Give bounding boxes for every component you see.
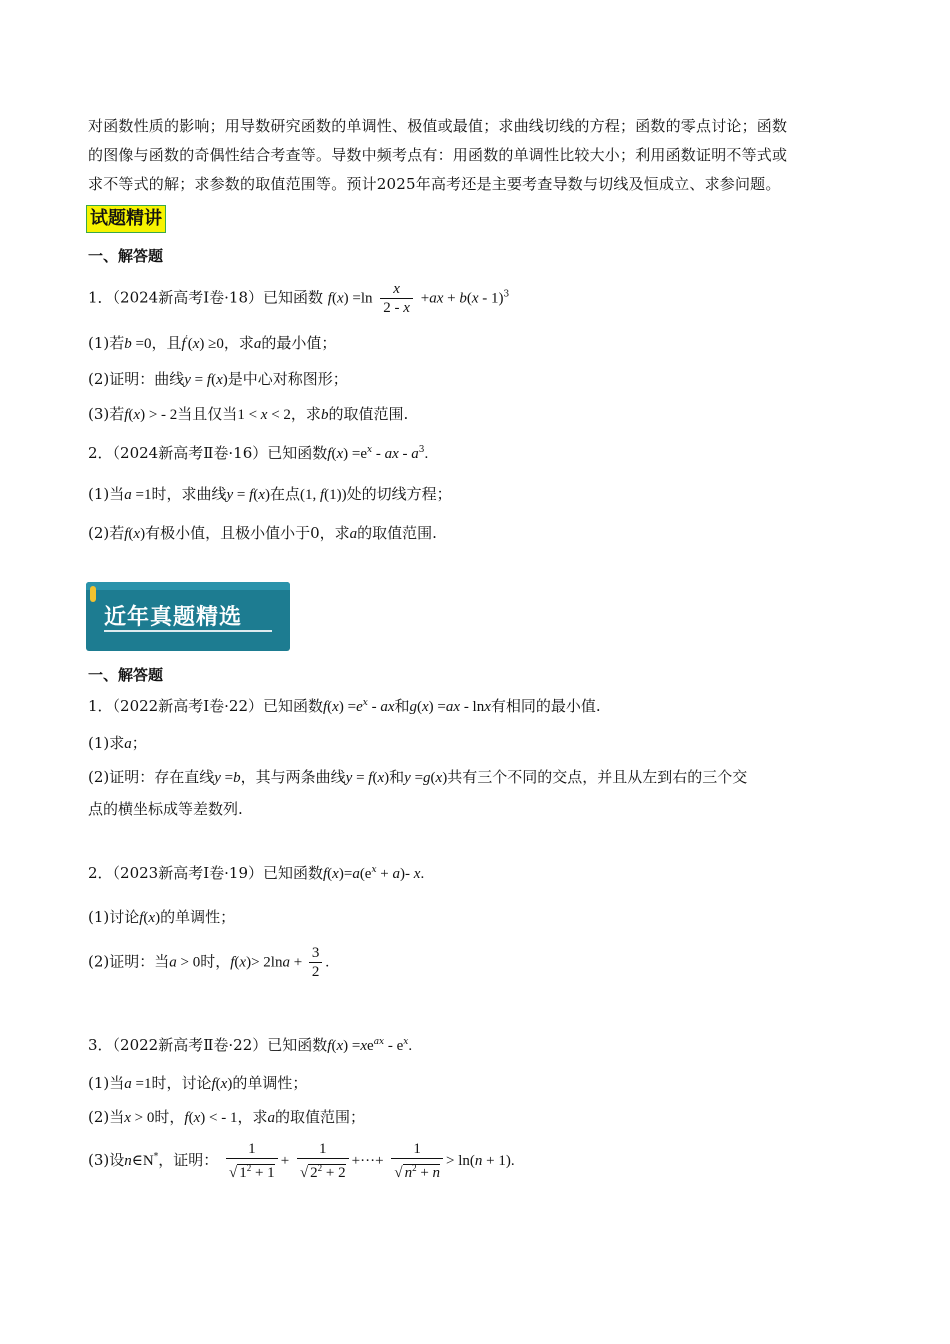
fraction: $\frac{1}{√ 1^2 + 1}$: [226, 1140, 278, 1182]
question-2: 2．（2024新高考Ⅱ卷·16）已知函数$f(x) =e^x$ - ax - $a^3$.: [88, 444, 429, 462]
section-heading: 一、解答题: [88, 247, 164, 265]
banner-underline: [104, 630, 272, 632]
fraction: $\frac{3}{2}$: [309, 944, 323, 981]
question-part: (3)设n∈N*，证明： $\frac{1}{√ 1^2 + 1}$ + $\frac{1}{√ 2^2 + 2}$ +···+ $\frac{1}{√ n^2 + n}$ > ln(n + 1).: [88, 1141, 515, 1181]
section-heading: 一、解答题: [88, 666, 164, 684]
question-part: (1)若b =0，且f′(x) ≥0，求a的最小值；: [88, 334, 337, 352]
question-part: (2)证明：存在直线y =b，其与两条曲线y = f(x)和y =g(x)共有三个不同的交点，并且从左到右的三个交: [88, 768, 748, 786]
section-banner: [86, 582, 290, 651]
section-tag: 试题精讲: [86, 205, 166, 233]
question-part: (1)讨论f(x)的单调性；: [88, 908, 236, 926]
formula: f: [327, 290, 332, 307]
question-part: (3)若f(x) > - 2当且仅当1 < x < 2，求b的取值范围.: [88, 405, 409, 423]
intro-line: 求不等式的解；求参数的取值范围等。预计2025年高考还是主要考查导数与切线及恒成立、求参问题。: [88, 175, 781, 193]
question-part: (1)当a =1时，讨论f(x)的单调性；: [88, 1074, 308, 1092]
question-1: 1．（2024新高考Ⅰ卷·18）已知函数 f(x) =ln $\frac{x}{2 - x}$ +ax + b(x - 1)$^3$: [88, 281, 510, 316]
question-part: (2)若f(x)有极小值，且极小值小于0，求a的取值范围.: [88, 524, 437, 542]
intro-paragraph: [88, 112, 864, 199]
banner-title: 近年真题精选: [104, 605, 243, 630]
fraction: $\frac{x}{2 - x}$: [380, 280, 413, 317]
fraction: $\frac{1}{√ n^2 + n}$: [391, 1140, 443, 1182]
question-part: (2)证明：当a > 0时，f(x)> 2lna + $\frac{3}{2}$ .: [88, 945, 330, 980]
question-part: (1)求a；: [88, 734, 147, 752]
question-1: 1．（2022新高考Ⅰ卷·22）已知函数$f(x) =e^x$ - ax和g(x) =ax - lnx有相同的最小值.: [88, 697, 601, 715]
intro-line: 的图像与函数的奇偶性结合考查等。导数中频考点有：用函数的单调性比较大小；利用函数证明不等式或: [88, 146, 788, 164]
question-3: 3．（2022新高考Ⅱ卷·22）已知函数$f(x) =xe^{ax} - e^x$.: [88, 1036, 413, 1054]
question-part: (1)当a =1时，求曲线y = f(x)在点(1, f(1))处的切线方程；: [88, 485, 452, 503]
banner-stripe: [86, 582, 290, 590]
fraction: $\frac{1}{√ 2^2 + 2}$: [297, 1140, 349, 1182]
question-part: (2)证明：曲线y = f(x)是中心对称图形；: [88, 370, 348, 388]
question-2: 2．（2023新高考Ⅰ卷·19）已知函数$f(x)=a(e^x + a)-$ x.: [88, 864, 425, 882]
question-part: (2)当x > 0时，f(x) < - 1，求a的取值范围；: [88, 1108, 365, 1126]
question-prefix: 1．（2024新高考Ⅰ卷·18）已知函数: [88, 288, 323, 307]
banner-marker: [90, 586, 96, 602]
intro-line: 对函数性质的影响；用导数研究函数的单调性、极值或最值；求曲线切线的方程；函数的零点讨论；函数: [88, 117, 788, 135]
question-part: 点的横坐标成等差数列.: [88, 800, 243, 818]
